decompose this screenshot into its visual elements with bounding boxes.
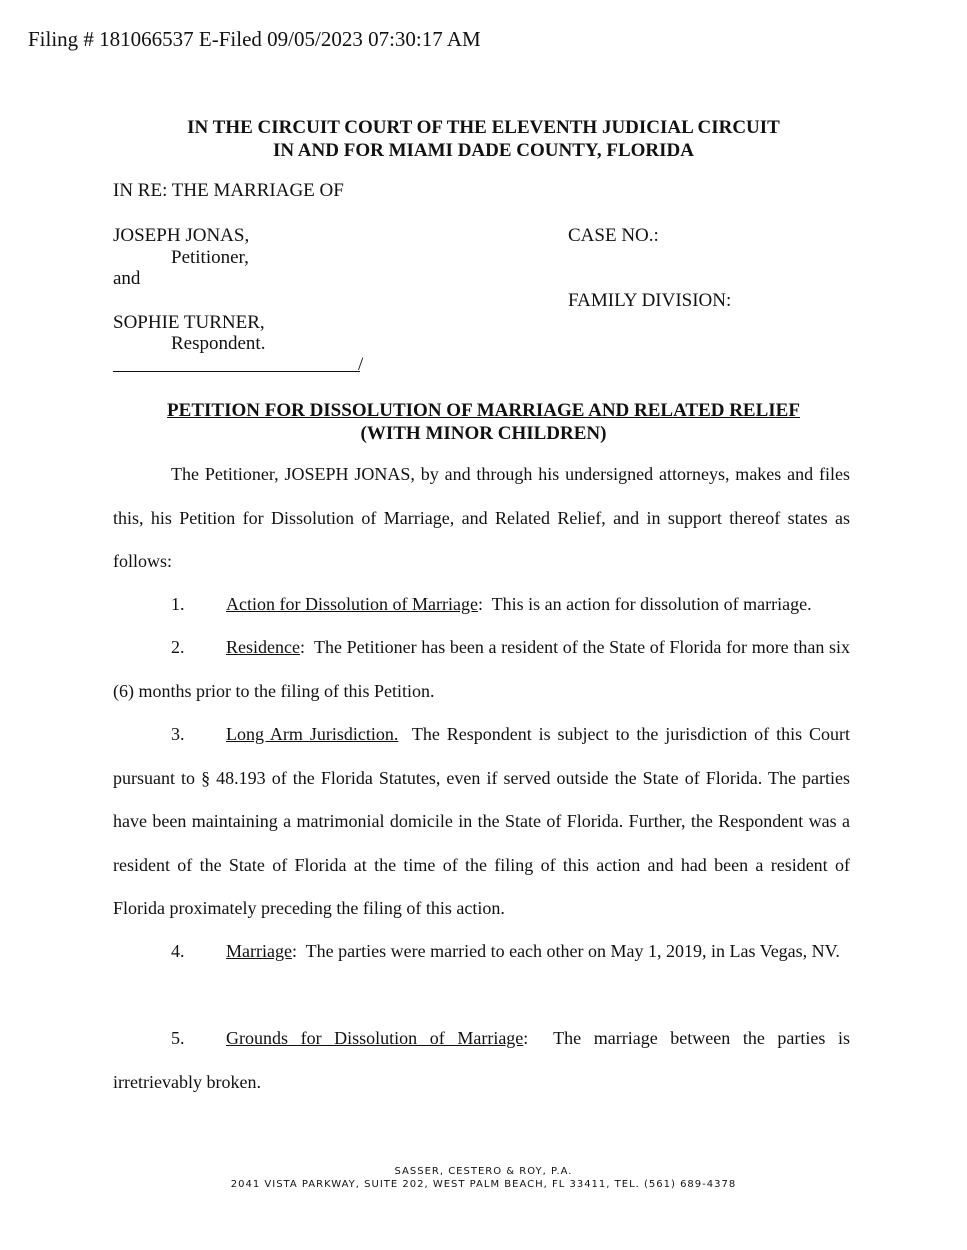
in-re-line: IN RE: THE MARRIAGE OF	[113, 180, 344, 201]
petitioner-role: Petitioner,	[171, 247, 249, 268]
paragraph-heading: Residence	[226, 637, 300, 657]
paragraph-text: The Petitioner has been a resident of the State of Florida for more than six (6) months prior to the filing of this Petition.	[113, 637, 850, 701]
title-line-2: (WITH MINOR CHILDREN)	[360, 423, 607, 444]
paragraph-text: The marriage between the parties is irretrievably broken.	[113, 1028, 850, 1092]
petition-title	[0, 399, 967, 445]
paragraph-number: 4.	[171, 941, 185, 961]
paragraph-heading: Grounds for Dissolution of Marriage	[226, 1028, 524, 1048]
firm-footer	[0, 1165, 967, 1191]
caption-slash: /	[358, 354, 364, 375]
paragraph-punct: :	[299, 637, 305, 657]
title-line-1: PETITION FOR DISSOLUTION OF MARRIAGE AND RELATED RELIEF	[167, 400, 800, 421]
paragraph-text: The Respondent is subject to the jurisdiction of this Court pursuant to § 48.193 of the Florida Statutes, even if served outside the State of Florida. The parties have been maintaining a matrimonial domicile in the State of Florida. Further, the Respondent was a resident of the State of Florida at the time of the filing of this action and had been a resident of Florida proximately preceding the filing of this action.	[113, 724, 850, 918]
paragraph-heading: Marriage	[226, 941, 292, 961]
paragraph-5	[113, 1017, 850, 1104]
paragraph-punct: :	[523, 1028, 529, 1048]
court-line-1: IN THE CIRCUIT COURT OF THE ELEVENTH JUDICIAL CIRCUIT	[187, 117, 780, 138]
family-division: FAMILY DIVISION:	[568, 290, 732, 311]
paragraph-number: 5.	[171, 1028, 185, 1048]
paragraph-heading: Action for Dissolution of Marriage	[226, 594, 478, 614]
paragraph-1	[113, 583, 850, 627]
paragraph-number: 3.	[171, 724, 185, 744]
respondent-role: Respondent.	[171, 333, 266, 354]
paragraph-number: 1.	[171, 594, 185, 614]
court-line-2: IN AND FOR MIAMI DADE COUNTY, FLORIDA	[272, 140, 694, 161]
paragraph-text: The parties were married to each other on May 1, 2019, in Las Vegas, NV.	[305, 941, 840, 961]
firm-address: 2041 VISTA PARKWAY, SUITE 202, WEST PALM BEACH, FL 33411, TEL. (561) 689-4378	[230, 1179, 737, 1190]
respondent-name: SOPHIE TURNER,	[113, 312, 265, 333]
paragraph-punct: :	[477, 594, 483, 614]
case-number: CASE NO.:	[568, 225, 659, 246]
petitioner-name: JOSEPH JONAS,	[113, 225, 250, 246]
court-heading	[0, 116, 967, 162]
filing-header: Filing # 181066537 E-Filed 09/05/2023 07:30:17 AM	[28, 27, 481, 51]
paragraph-2	[113, 626, 850, 713]
intro-paragraph: The Petitioner, JOSEPH JONAS, by and through his undersigned attorneys, makes and files this, his Petition for Dissolution of Marriage, and Related Relief, and in support thereof states as follows:	[113, 464, 850, 571]
paragraph-text: This is an action for dissolution of marriage.	[491, 594, 812, 614]
paragraph-3	[113, 713, 850, 931]
and-text: and	[113, 268, 141, 289]
paragraph-heading: Long Arm Jurisdiction.	[226, 724, 399, 744]
firm-name: SASSER, CESTERO & ROY, P.A.	[394, 1166, 573, 1177]
paragraph-number: 2.	[171, 637, 185, 657]
paragraph-punct: :	[291, 941, 297, 961]
caption-rule	[113, 371, 360, 372]
paragraph-4	[113, 930, 850, 974]
